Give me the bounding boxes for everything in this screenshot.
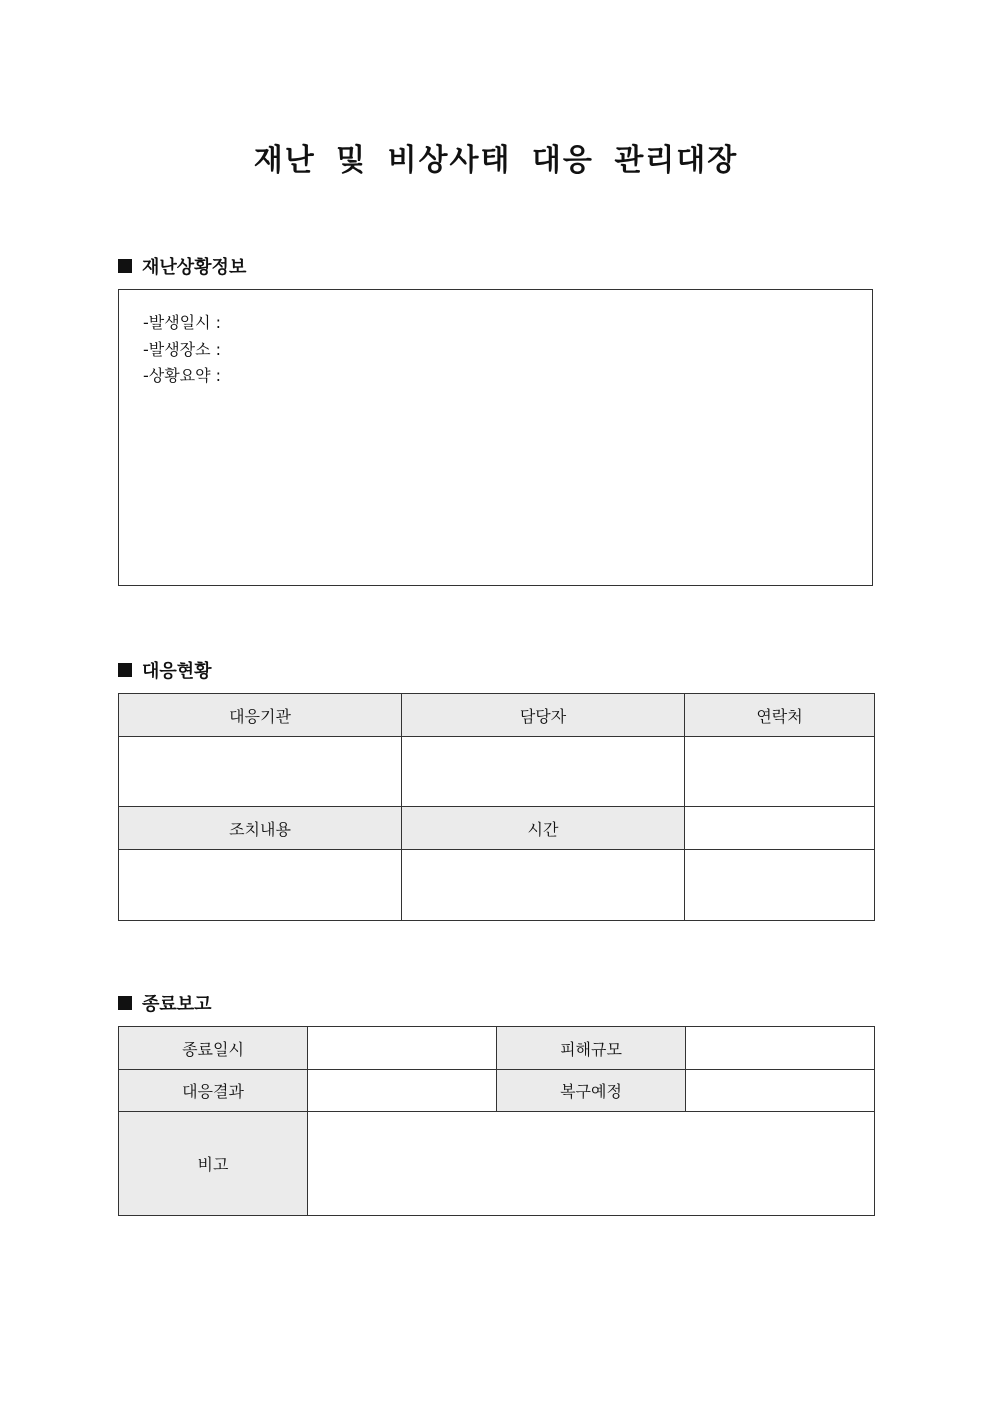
square-bullet-icon — [118, 259, 132, 273]
section-title: 종료보고 — [142, 994, 212, 1015]
label-remarks: 비고 — [119, 1112, 308, 1216]
time-input-cell[interactable] — [402, 850, 685, 921]
table-row — [119, 737, 875, 807]
table-row — [119, 1070, 875, 1112]
end-datetime-input-cell[interactable] — [308, 1027, 497, 1070]
blank-input-cell[interactable] — [685, 850, 875, 921]
remarks-input-cell[interactable] — [308, 1112, 875, 1216]
situation-summary-label: -상황요약 : — [143, 366, 222, 385]
occurrence-location-label: -발생장소 : — [143, 339, 222, 359]
occurrence-datetime-label: -발생일시 : — [143, 313, 222, 332]
table-row — [119, 1027, 875, 1070]
table-row — [119, 1112, 875, 1216]
section-heading-closing — [118, 990, 212, 1016]
square-bullet-icon — [118, 663, 132, 677]
contact-input-cell[interactable] — [685, 737, 875, 807]
situation-info-box[interactable] — [118, 289, 873, 586]
section-title: 대응현황 — [142, 661, 212, 682]
header-manager: 담당자 — [402, 694, 685, 737]
closing-report-table — [118, 1026, 875, 1216]
label-recovery-plan: 복구예정 — [497, 1070, 686, 1112]
response-result-input-cell[interactable] — [308, 1070, 497, 1112]
recovery-plan-input-cell[interactable] — [686, 1070, 875, 1112]
table-row — [119, 850, 875, 921]
label-end-datetime: 종료일시 — [119, 1027, 308, 1070]
document-title: 재난 및 비상사태 대응 관리대장 — [253, 143, 739, 178]
section-heading-situation — [118, 253, 246, 279]
table-row — [119, 807, 875, 850]
agency-input-cell[interactable] — [119, 737, 402, 807]
label-damage-scale: 피해규모 — [497, 1027, 686, 1070]
square-bullet-icon — [118, 996, 132, 1010]
action-input-cell[interactable] — [119, 850, 402, 921]
section-heading-response — [118, 657, 212, 683]
header-agency: 대응기관 — [119, 694, 402, 737]
damage-scale-input-cell[interactable] — [686, 1027, 875, 1070]
response-status-table — [118, 693, 875, 921]
manager-input-cell[interactable] — [402, 737, 685, 807]
label-response-result: 대응결과 — [119, 1070, 308, 1112]
section-title: 재난상황정보 — [142, 257, 247, 278]
table-row — [119, 694, 875, 737]
header-time: 시간 — [402, 807, 685, 850]
header-action: 조치내용 — [119, 807, 402, 850]
blank-cell[interactable] — [685, 807, 875, 850]
header-contact: 연락처 — [685, 694, 875, 737]
